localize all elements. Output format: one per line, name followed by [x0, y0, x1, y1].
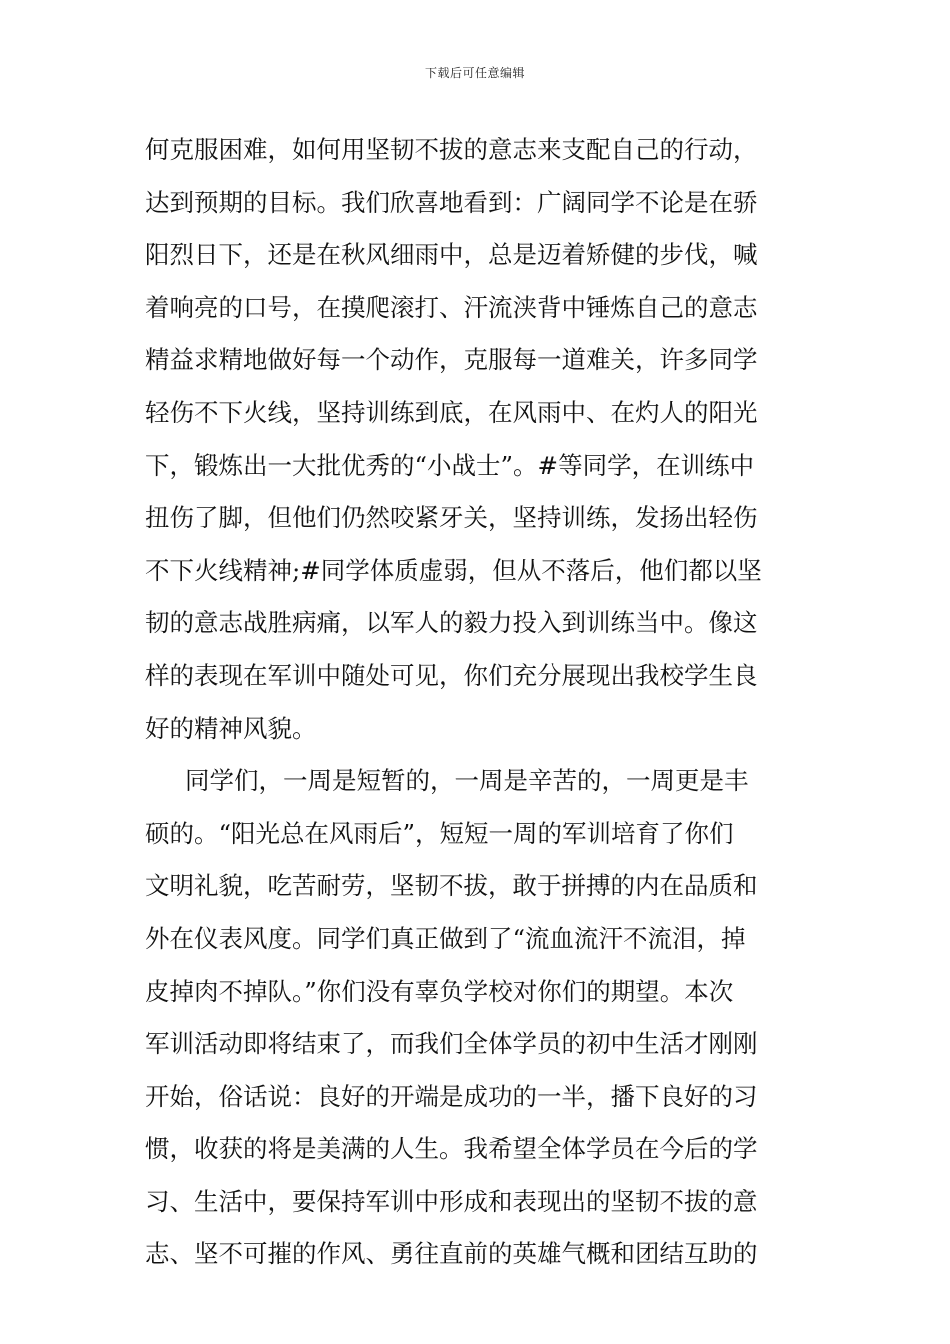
text-line: 着响亮的口号，在摸爬滚打、汗流浃背中锤炼自己的意志 [145, 292, 758, 322]
text-line: 惯，收获的将是美满的人生。我希望全体学员在今后的学 [145, 1134, 758, 1164]
text-line-indented: 同学们，一周是短暂的，一周是辛苦的，一周更是丰 [185, 766, 749, 796]
text-line: 皮掉肉不掉队。”你们没有辜负学校对你们的期望。本次 [145, 976, 734, 1006]
text-line: 轻伤不下火线，坚持训练到底，在风雨中、在灼人的阳光 [145, 397, 758, 427]
text-line: 达到预期的目标。我们欣喜地看到：广阔同学不论是在骄 [145, 187, 758, 217]
document-body [145, 124, 810, 1281]
paragraph-1 [145, 124, 810, 755]
text-line: 扭伤了脚，但他们仍然咬紧牙关，坚持训练，发扬出轻伤 [145, 503, 758, 533]
page-header: 下载后可任意编辑 [424, 66, 525, 80]
text-line: 习、生活中，要保持军训中形成和表现出的坚韧不拔的意 [145, 1186, 758, 1216]
paragraph-2 [145, 755, 810, 1281]
text-line: 韧的意志战胜病痛，以军人的毅力投入到训练当中。像这 [145, 608, 758, 638]
text-line: 开始，俗话说：良好的开端是成功的一半，播下良好的习 [145, 1081, 758, 1111]
text-line: 外在仪表风度。同学们真正做到了“流血流汗不流泪，掉 [145, 923, 746, 953]
text-line: 样的表现在军训中随处可见，你们充分展现出我校学生良 [145, 660, 758, 690]
text-line: 军训活动即将结束了，而我们全体学员的初中生活才刚刚 [145, 1029, 758, 1059]
text-line: 好的精神风貌。 [145, 713, 317, 743]
text-line: 何克服困难，如何用坚韧不拔的意志来支配自己的行动， [145, 135, 758, 164]
text-line: 精益求精地做好每一个动作，克服每一道难关，许多同学 [145, 345, 758, 375]
text-line: 文明礼貌，吃苦耐劳，坚韧不拔，敢于拼搏的内在品质和 [145, 871, 758, 901]
text-line: 下，锻炼出一大批优秀的“小战士”。#等同学，在训练中 [145, 450, 755, 480]
text-line: 志、坚不可摧的作风、勇往直前的英雄气概和团结互助的 [145, 1239, 758, 1269]
text-line: 不下火线精神;#同学体质虚弱，但从不落后，他们都以坚 [145, 555, 762, 585]
text-line: 硕的。“阳光总在风雨后”，短短一周的军训培育了你们 [145, 818, 734, 848]
text-line: 阳烈日下，还是在秋风细雨中，总是迈着矫健的步伐，喊 [145, 240, 758, 270]
